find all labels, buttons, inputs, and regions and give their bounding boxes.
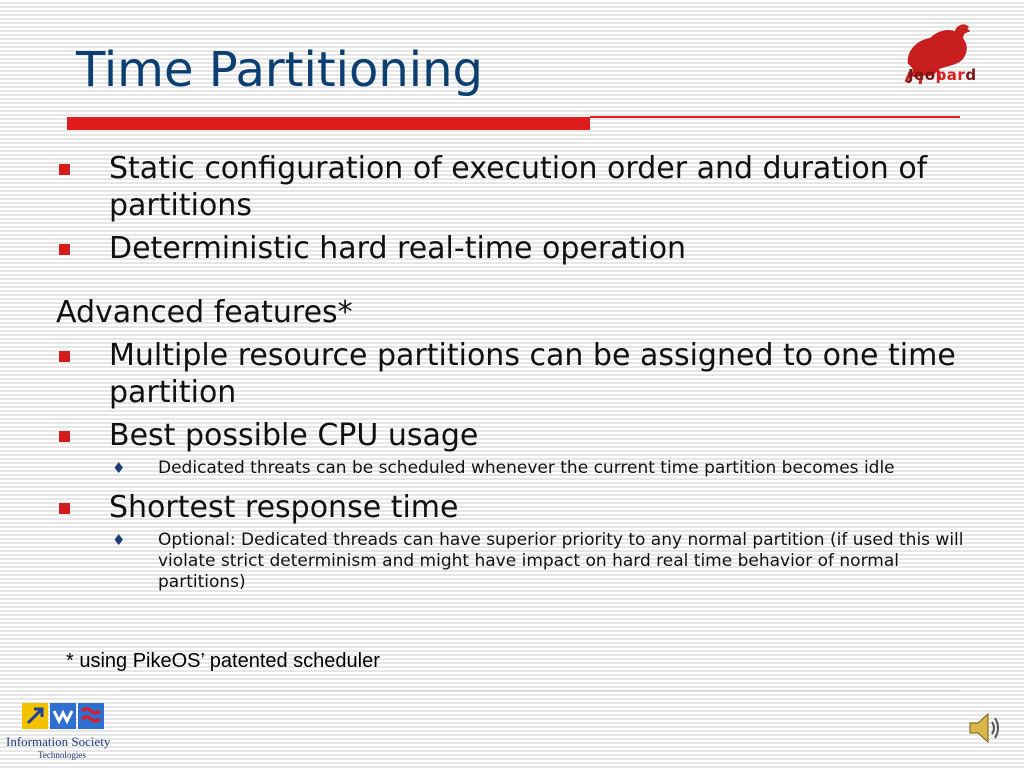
red-square-bullet-icon xyxy=(59,351,70,362)
diamond-bullet-icon: ♦ xyxy=(112,459,126,477)
bullet-response-time: Shortest response time xyxy=(56,489,976,526)
bullet-multiple-resources: Multiple resource partitions can be assigned to one time partition xyxy=(56,337,976,411)
sub-bullet-dedicated-threats: ♦ Dedicated threats can be scheduled whenever the current time partition becomes idle xyxy=(112,458,895,478)
title-underline-line xyxy=(590,116,960,118)
footer-divider xyxy=(120,690,960,691)
page-title: Time Partitioning xyxy=(76,42,483,98)
red-square-bullet-icon xyxy=(59,164,70,175)
jeopard-logo-text: Jeopard xyxy=(908,66,977,84)
red-square-bullet-icon xyxy=(59,431,70,442)
diamond-bullet-icon: ♦ xyxy=(112,531,126,549)
ist-sublabel: Technologies xyxy=(38,750,86,760)
title-underline-bar xyxy=(67,117,590,130)
red-square-bullet-icon xyxy=(59,244,70,255)
sub-bullet-optional: ♦ Optional: Dedicated threads can have superior priority to any normal partition (if used this will violate strict determinism and might have impact on hard real time behavior of normal partitions) xyxy=(112,530,964,592)
slide-content xyxy=(56,150,976,593)
ist-label: Information Society xyxy=(6,734,111,749)
red-square-bullet-icon xyxy=(59,503,70,514)
bullet-cpu-usage: Best possible CPU usage xyxy=(56,417,976,454)
bullet-static-config: Static configuration of execution order and duration of partitions xyxy=(56,150,976,224)
section-heading: Advanced features* xyxy=(56,295,353,330)
speaker-icon[interactable] xyxy=(966,710,1002,746)
bullet-deterministic: Deterministic hard real-time operation xyxy=(56,230,976,267)
footnote: * using PikeOS’ patented scheduler xyxy=(66,650,380,672)
